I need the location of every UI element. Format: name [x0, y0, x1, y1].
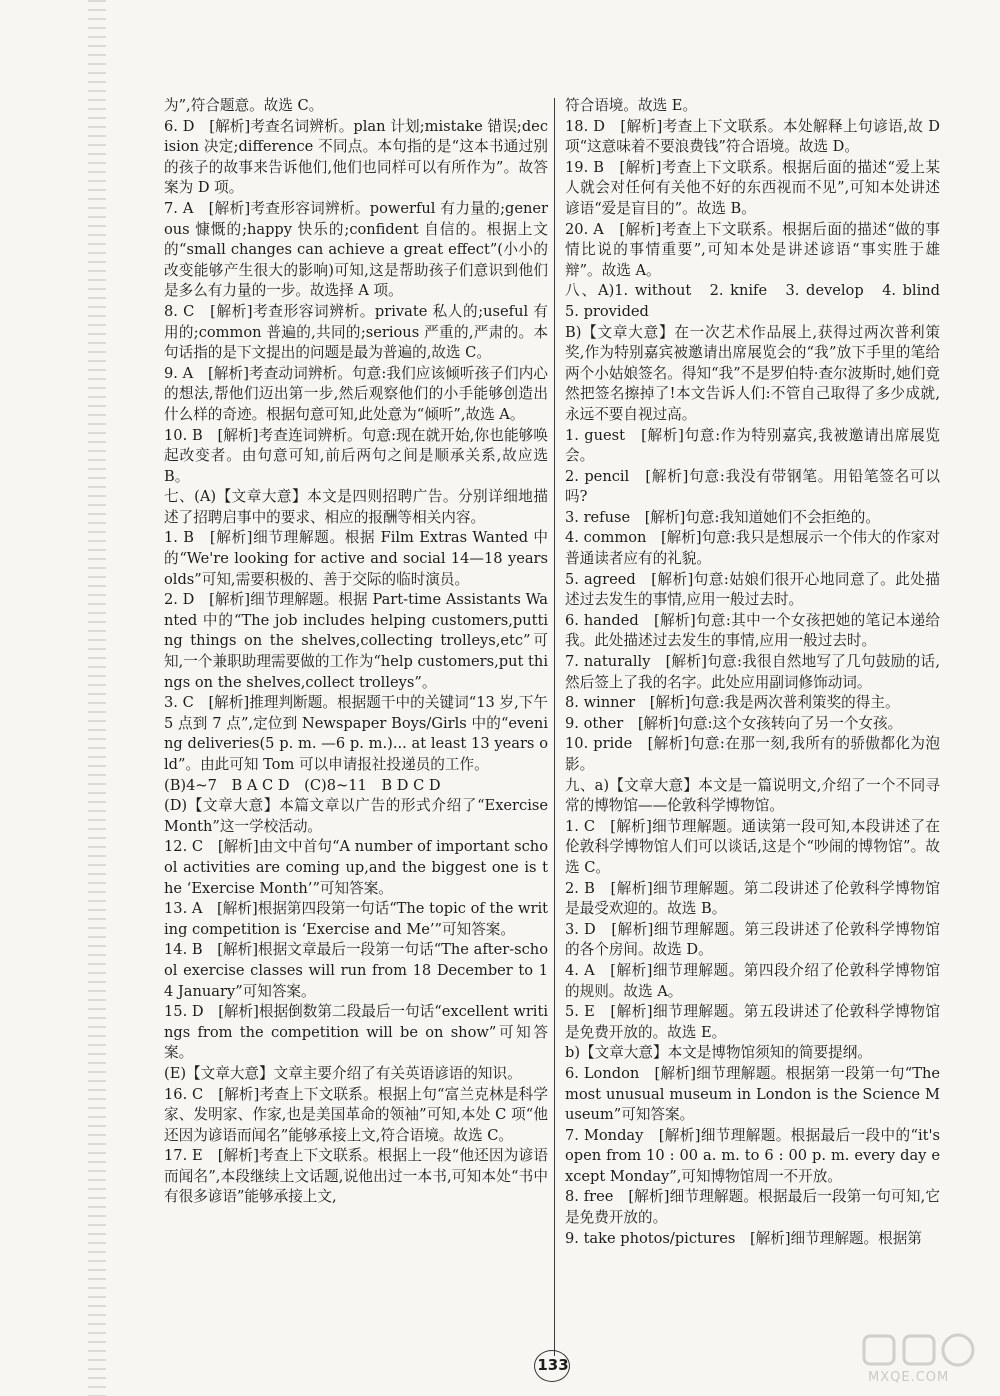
answer-paragraph: 4. A [解析]细节理解题。第四段介绍了伦敦科学博物馆的规则。故选 A。: [565, 961, 940, 1000]
section-heading: B)【文章大意】在一次艺术作品展上,获得过两次普利策奖,作为特别嘉宾被邀请出席展览会的“我”放下手里的笔给两个小姑娘签名。得知“我”不是罗伯特·查尔波斯时,她们竟然把签名擦掉了!本文告诉人们:不管自己取得了多少成就,永远不要自视过高。: [565, 323, 940, 423]
page-number-badge: [528, 1348, 578, 1382]
answer-paragraph: 2. pencil [解析]句意:我没有带钢笔。用铅笔签名可以吗?: [565, 467, 940, 506]
answer-paragraph: 3. C [解析]推理判断题。根据题干中的关键词“13 岁,下午 5 点到 7 点”,定位到 Newspaper Boys/Girls 中的“evening deliveries(5 p. m. —6 p. m.)... at least 13 years old”。由此可知 Tom 可以申请报社投递员的工作。: [164, 694, 548, 773]
answer-paragraph: 2. D [解析]细节理解题。根据 Part-time Assistants Wanted 中的“The job includes helping customers,putting things on the shelves,collecting trolleys,etc”可知,一个兼职助理需要做的工作为“help customers,put things on the shelves,collect trolleys”。: [164, 591, 548, 691]
answer-summary-line: (B)4~7 B A C D (C)8~11 B D C D: [164, 776, 441, 794]
watermark-glyph-icon: [860, 1330, 980, 1370]
answer-paragraph: 2. B [解析]细节理解题。第二段讲述了伦敦科学博物馆是最受欢迎的。故选 B。: [565, 879, 940, 918]
answer-paragraph: 5. E [解析]细节理解题。第五段讲述了伦敦科学博物馆是免费开放的。故选 E。: [565, 1003, 940, 1041]
section-heading: b)【文章大意】本文是博物馆须知的简要提纲。: [565, 1044, 872, 1062]
answer-paragraph: 12. C [解析]由文中首句“A number of important school activities are coming up,and the biggest one is the ‘Exercise Month’”可知答案。: [164, 838, 548, 897]
answer-paragraph: 3. D [解析]细节理解题。第三段讲述了伦敦科学博物馆的各个房间。故选 D。: [565, 920, 940, 959]
answer-paragraph: 8. winner [解析]句意:我是两次普利策奖的得主。: [565, 694, 900, 712]
answer-paragraph: 为”,符合题意。故选 C。: [164, 97, 324, 114]
answer-paragraph: 1. B [解析]细节理解题。根据 Film Extras Wanted 中的“We're looking for active and social 14—18 years olds”可知,需要积极的、善于交际的临时演员。: [164, 529, 548, 588]
answer-paragraph: 15. D [解析]根据倒数第二段最后一句话“excellent writings from the competition will be on show”可知答案。: [164, 1003, 548, 1062]
answer-paragraph: 符合语境。故选 E。: [565, 97, 698, 114]
answer-paragraph: 7. Monday [解析]细节理解题。根据最后一段中的“it's open from 10 : 00 a. m. to 6 : 00 p. m. every day except Monday”,可知博物馆周一不开放。: [565, 1126, 940, 1185]
watermark-text: MXQE.COM: [868, 1370, 950, 1385]
answer-summary-line: 八、A)1. without 2. knife 3. develop 4. blind 5. provided: [565, 282, 955, 320]
answer-paragraph: 13. A [解析]根据第四段第一句话“The topic of the writing competition is ‘Exercise and Me’”可知答案。: [164, 900, 548, 938]
section-heading: 七、(A)【文章大意】本文是四则招聘广告。分别详细地描述了招聘启事中的要求、相应的报酬等相关内容。: [164, 488, 548, 526]
answer-paragraph: 9. take photos/pictures [解析]细节理解题。根据第: [565, 1229, 922, 1247]
section-heading: (D)【文章大意】本篇文章以广告的形式介绍了“Exercise Month”这一学校活动。: [164, 797, 548, 835]
answer-paragraph: 4. common [解析]句意:我只是想展示一个伟大的作家对普通读者应有的礼貌。: [565, 529, 940, 568]
column-divider: [554, 98, 555, 1356]
answer-paragraph: 6. handed [解析]句意:其中一个女孩把她的笔记本递给我。此处描述过去发生的事情,应用一般过去时。: [565, 611, 940, 650]
left-column: [164, 96, 548, 1208]
answer-paragraph: 1. guest [解析]句意:作为特别嘉宾,我被邀请出席展览会。: [565, 426, 940, 465]
answer-paragraph: 7. naturally [解析]句意:我很自然地写了几句鼓励的话,然后签上了我的名字。此处应用副词修饰动词。: [565, 653, 940, 691]
answer-paragraph: 18. D [解析]考查上下文联系。本处解释上句谚语,故 D 项“这意味着不要浪费钱”符合语境。故选 D。: [565, 117, 940, 156]
answer-paragraph: 19. B [解析]考查上下文联系。根据后面的描述“爱上某人就会对任何有关他不好的东西视而不见”,可知本处讲述谚语“爱是盲目的”。故选 B。: [565, 158, 940, 217]
answer-paragraph: 6. D [解析]考查名词辨析。plan 计划;mistake 错误;decision 决定;difference 不同点。本句指的是“这本书通过别的孩子的故事来告诉他们,他们也同样可以有所作为”。故答案为 D 项。: [164, 117, 548, 197]
answer-paragraph: 3. refuse [解析]句意:我知道她们不会拒绝的。: [565, 508, 880, 526]
binding-edge: [88, 0, 106, 1396]
answer-paragraph: 9. A [解析]考查动词辨析。句意:我们应该倾听孩子们内心的想法,帮他们迈出第一步,然后观察他们的小手能够创造出什么样的奇迹。根据句意可知,此处意为“倾听”,故选 A。: [164, 364, 548, 423]
page-number: 133: [537, 1356, 569, 1374]
answer-paragraph: 9. other [解析]句意:这个女孩转向了另一个女孩。: [565, 714, 903, 732]
answer-paragraph: 10. pride [解析]句意:在那一刻,我所有的骄傲都化为泡影。: [565, 735, 940, 773]
answer-paragraph: 14. B [解析]根据文章最后一段第一句话“The after-school exercise classes will run from 18 December to 14 January”可知答案。: [164, 941, 548, 1000]
answer-paragraph: 6. London [解析]细节理解题。根据第一段第一句“The most unusual museum in London is the Science Museum”可知答案。: [565, 1064, 940, 1124]
answer-paragraph: 20. A [解析]考查上下文联系。根据后面的描述“做的事情比说的事情重要”,可知本处是讲述谚语“事实胜于雄辩”。故选 A。: [565, 220, 940, 279]
answer-paragraph: 5. agreed [解析]句意:姑娘们很开心地同意了。此处描述过去发生的事情,应用一般过去时。: [565, 570, 940, 609]
answer-paragraph: 10. B [解析]考查连词辨析。句意:现在就开始,你也能够唤起改变者。由句意可知,前后两句之间是顺承关系,故应选 B。: [164, 426, 548, 485]
section-heading: (E)【文章大意】文章主要介绍了有关英语谚语的知识。: [164, 1064, 522, 1082]
answer-paragraph: 16. C [解析]考查上下文联系。根据上句“富兰克林是科学家、发明家、作家,也是美国革命的领袖”可知,本处 C 项“他还因为谚语而闻名”能够承接上文,符合语境。故选 C。: [164, 1085, 548, 1144]
answer-paragraph: 8. free [解析]细节理解题。根据最后一段第一句可知,它是免费开放的。: [565, 1188, 940, 1227]
right-column: [565, 96, 955, 1249]
answer-paragraph: 1. C [解析]细节理解题。通读第一段可知,本段讲述了在伦敦科学博物馆人们可以谈话,这是个“吵闹的博物馆”。故选 C。: [565, 817, 940, 876]
answer-paragraph: 17. E [解析]考查上下文联系。根据上一段“他还因为谚语而闻名”,本段继续上文话题,说他出过一本书,可知本处“书中有很多谚语”能够承接上文,: [164, 1147, 548, 1206]
answer-paragraph: 8. C [解析]考查形容词辨析。private 私人的;useful 有用的;common 普遍的,共同的;serious 严重的,严肃的。本句话指的是下文提出的问题是最为普遍的,故选 C。: [164, 302, 548, 362]
watermark-logo: [860, 1330, 980, 1390]
answer-paragraph: 7. A [解析]考查形容词辨析。powerful 有力量的;generous 慷慨的;happy 快乐的;confident 自信的。根据上文的“small changes can achieve a great effect”(小小的改变能够产生很大的影响)可知,这是帮助孩子们意识到他们是多么有力量的一步。故选择 A 项。: [164, 199, 548, 300]
section-heading: 九、a)【文章大意】本文是一篇说明文,介绍了一个不同寻常的博物馆——伦敦科学博物馆。: [565, 776, 940, 815]
